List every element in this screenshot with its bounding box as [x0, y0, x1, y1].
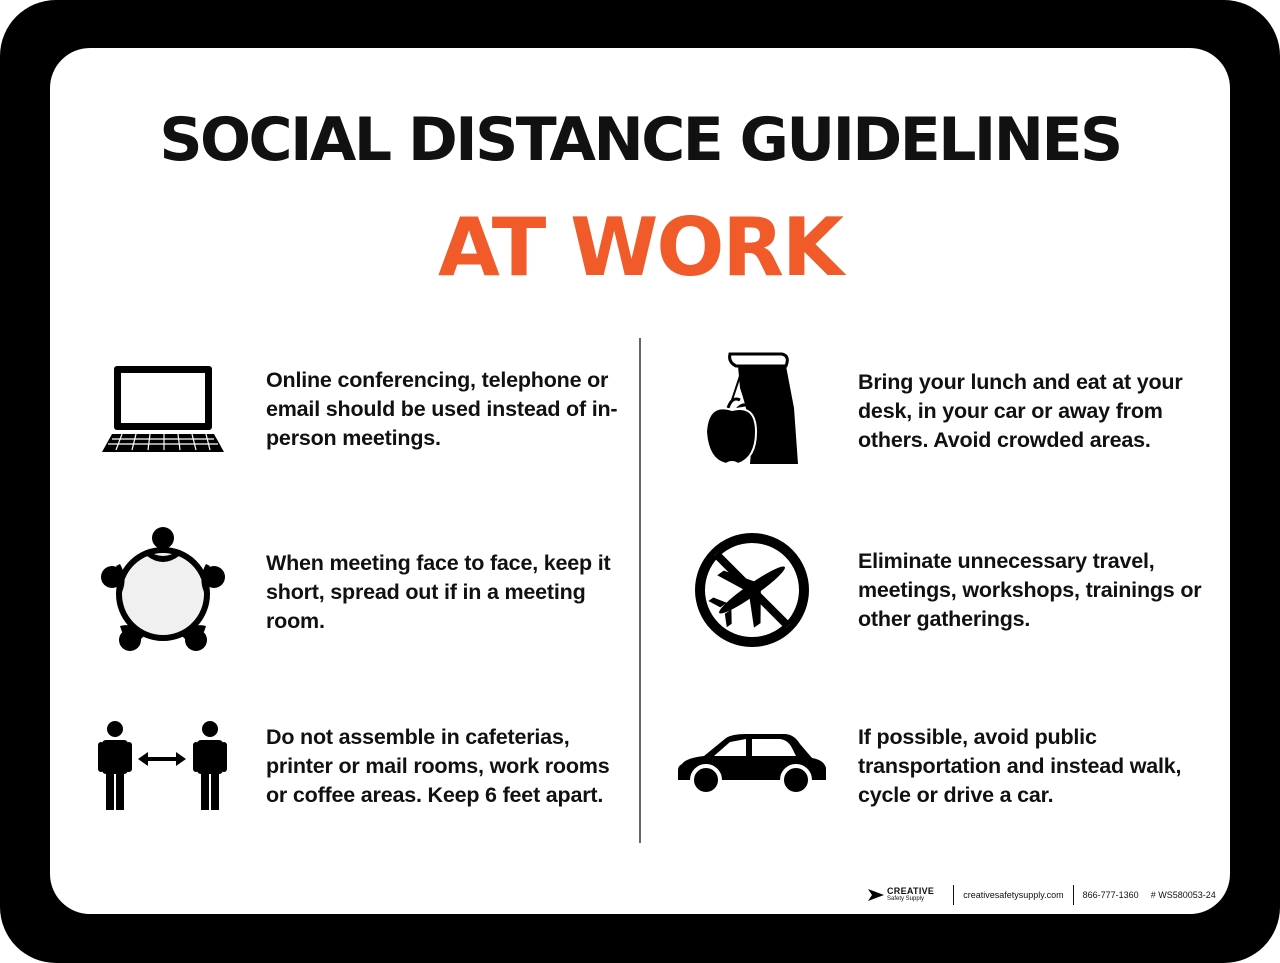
sign-panel — [50, 48, 1230, 914]
guideline-text-2: When meeting face to face, keep it short, spread out if in a meeting room. — [266, 551, 611, 633]
sign-subtitle: AT WORK — [438, 201, 842, 294]
guideline-text-6: If possible, avoid public transportation and instead walk, cycle or drive a car. — [858, 725, 1182, 807]
footer-website: creativesafetysupply.com — [963, 890, 1064, 900]
no-travel-airplane-icon — [692, 528, 812, 652]
guideline-text-3: Do not assemble in cafeterias, printer or mail rooms, work rooms or coffee areas. Keep 6 feet apart. — [266, 725, 610, 807]
brand-logo — [868, 887, 934, 903]
brand-subtitle: Safety Supply — [887, 896, 925, 902]
column-divider — [639, 338, 641, 843]
sign-title: SOCIAL DISTANCE GUIDELINES — [159, 105, 1121, 175]
guideline-text-1: Online conferencing, telephone or email should be used instead of in-person meetings. — [266, 368, 618, 450]
laptop-icon — [102, 364, 226, 456]
guideline-text-5: Eliminate unnecessary travel, meetings, workshops, trainings or other gatherings. — [858, 549, 1202, 631]
guideline-text-4: Bring your lunch and eat at your desk, in your car or away from others. Avoid crowded areas. — [858, 370, 1183, 452]
footer-product-code: # WS580053-24 — [1150, 890, 1216, 900]
brand-mark-icon — [868, 889, 884, 901]
distance-people-icon — [98, 720, 230, 812]
footer-separator — [1073, 885, 1074, 905]
brand-name: CREATIVE — [887, 886, 935, 896]
lunch-bag-apple-icon — [702, 348, 812, 470]
footer-phone: 866-777-1360 — [1082, 890, 1139, 900]
sign-footer — [868, 884, 1216, 906]
car-icon — [676, 734, 828, 798]
footer-separator — [953, 885, 954, 905]
meeting-table-icon — [100, 526, 226, 656]
